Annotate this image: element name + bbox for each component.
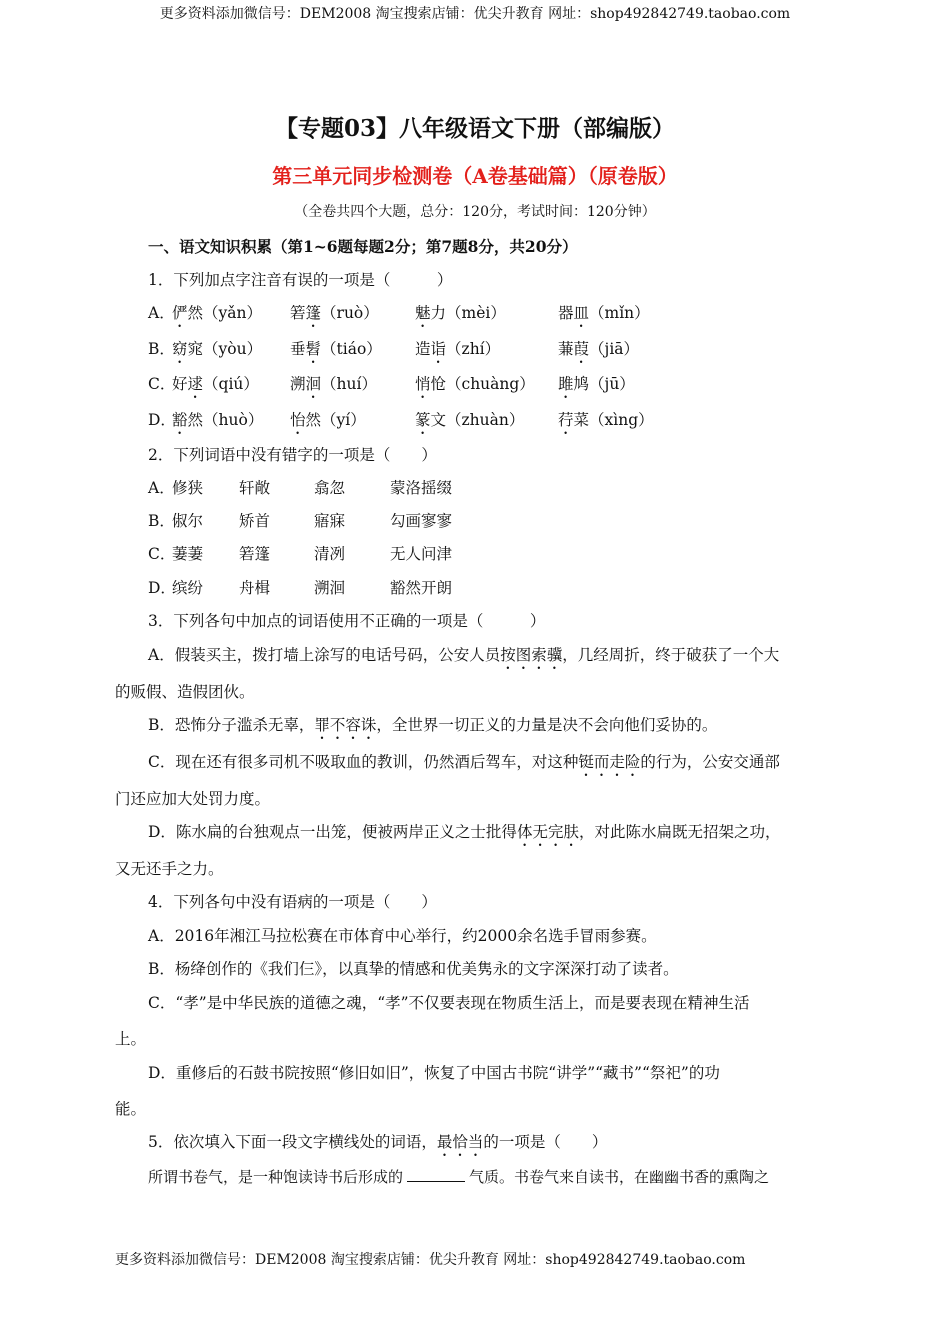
- q2-option-word: 蒙洛摇缀: [390, 479, 453, 497]
- q1-option-item: [415, 337, 500, 367]
- q4-option-c-cont: 上。: [115, 1030, 147, 1048]
- item-text: （ruò）: [321, 304, 379, 322]
- dotted-char: 荇: [558, 411, 574, 429]
- q2-option-word: 修狭: [172, 479, 204, 497]
- dotted-char: 窈: [172, 340, 188, 358]
- item-text: 然（yǎn）: [187, 304, 262, 322]
- q2-option-label: B．: [148, 512, 175, 530]
- q1-option-item: [172, 408, 263, 438]
- item-text: 怆（chuàng）: [430, 375, 535, 393]
- q3-c-dotted-word: 铤而走险: [578, 753, 641, 771]
- dotted-char: 髫: [305, 340, 322, 358]
- dotted-char: 豁: [172, 411, 188, 429]
- q2-option-label: A．: [148, 479, 175, 497]
- q2-option-word: 箬篷: [239, 545, 271, 563]
- q3-d-text-1: D．陈水扁的台独观点一出笼，便被两岸正义之士批得: [148, 823, 517, 841]
- q5-passage-text-2: 气质。书卷气来自读书，在幽幽书香的熏陶之: [469, 1168, 770, 1186]
- item-text: 文（zhuàn）: [430, 411, 525, 429]
- q3-d-text-2: ，对此陈水扁既无招架之功，: [578, 823, 781, 841]
- q4-option-d: D．重修后的石鼓书院按照“修旧如旧”，恢复了中国古书院“讲学”“藏书”“祭祀”的功: [148, 1064, 720, 1082]
- q2-option-word: 豁然开朗: [390, 579, 453, 597]
- item-text: 力（mèi）: [430, 304, 506, 322]
- q3-d-dotted-word: 体无完肤: [516, 823, 579, 841]
- q4-option-a: A．2016年湘江马拉松赛在市体育中心举行，约2000余名选手冒雨参赛。: [148, 927, 657, 945]
- q2-option-label: D．: [148, 579, 176, 597]
- dotted-char: 皿: [573, 304, 590, 322]
- dotted-char: 俨: [172, 304, 188, 322]
- q1-option-item: [290, 408, 366, 438]
- q1-option-label: C．: [148, 375, 176, 393]
- q4-option-c: C．“孝”是中华民族的道德之魂，“孝”不仅要表现在物质生活上，而是要表现在精神生活: [148, 994, 750, 1012]
- section-heading: 一、语文知识积累（第1~6题每题2分；第7题8分，共20分）: [148, 237, 578, 256]
- q5-stem-text-1: 5．依次填入下面一段文字横线处的词语，: [148, 1133, 437, 1151]
- dotted-char: 逑: [187, 375, 204, 393]
- q4-stem: 4．下列各句中没有语病的一项是（ ）: [148, 893, 437, 911]
- item-text: 然（huò）: [187, 411, 264, 429]
- q2-option-word: 无人问津: [390, 545, 453, 563]
- page-header: 更多资料添加微信号：DEM2008 淘宝搜索店铺：优尖升教育 网址：shop492842749.taobao.com: [159, 6, 791, 22]
- q5-passage-text-1: 所谓书卷气，是一种饱读诗书后形成的: [148, 1168, 404, 1186]
- q3-b-text-1: B．恐怖分子滥杀无辜，: [148, 716, 315, 734]
- dotted-char: 魅: [415, 304, 431, 322]
- q1-option-item: [558, 301, 650, 331]
- q3-b-dotted-word: 罪不容诛: [314, 716, 377, 734]
- item-text: （huí）: [321, 375, 377, 393]
- item-text: 窕（yòu）: [187, 340, 263, 358]
- q1-option-item: [290, 372, 377, 402]
- q4-option-b: B．杨绛创作的《我们仨》，以真挚的情感和优美隽永的文字深深打动了读者。: [148, 960, 679, 978]
- q1-option-item: [415, 301, 506, 331]
- q2-option-word: 溯洄: [314, 579, 346, 597]
- q2-option-word: 舟楫: [239, 579, 271, 597]
- q2-option-word: 清冽: [314, 545, 346, 563]
- item-text: （mǐn）: [589, 304, 650, 322]
- dotted-char: 篷: [305, 304, 322, 322]
- q1-option-item: [172, 301, 262, 331]
- q2-stem: 2．下列词语中没有错字的一项是（ ）: [148, 446, 437, 464]
- q2-option-word: 矫首: [239, 512, 271, 530]
- q1-option-label: A．: [148, 304, 175, 322]
- q3-a-dotted-word: 按图索骥: [500, 646, 563, 664]
- item-text: 箬: [290, 304, 306, 322]
- item-text: （zhí）: [446, 340, 501, 358]
- dotted-char: 篆: [415, 411, 431, 429]
- q1-option-item: [558, 337, 639, 367]
- item-text: 垂: [290, 340, 306, 358]
- item-text: 蒹: [558, 340, 574, 358]
- q4-option-d-cont: 能。: [115, 1100, 147, 1118]
- q1-option-item: [290, 301, 379, 331]
- item-text: 鸠（jū）: [573, 375, 635, 393]
- q5-dotted-word: 最恰当: [436, 1133, 484, 1151]
- q5-stem: [148, 1130, 607, 1160]
- q1-option-item: [172, 337, 262, 367]
- page-subtitle: 第三单元同步检测卷（A卷基础篇）（原卷版）: [272, 164, 678, 188]
- fill-blank[interactable]: [407, 1167, 465, 1182]
- dotted-char: 怡: [290, 411, 306, 429]
- page-title: 【专题03】八年级语文下册（部编版）: [274, 115, 675, 142]
- q1-option-item: [558, 372, 635, 402]
- q3-b-text-2: ，全世界一切正义的力量是决不会向他们妥协的。: [376, 716, 718, 734]
- q1-option-item: [290, 337, 382, 367]
- q3-c-text-2: 的行为，公安交通部: [640, 753, 780, 771]
- q1-option-item: [415, 408, 524, 438]
- q2-option-word: 轩敞: [239, 479, 271, 497]
- q5-passage: [148, 1166, 769, 1187]
- q1-option-label: B．: [148, 340, 175, 358]
- q2-option-label: C．: [148, 545, 176, 563]
- q3-stem: 3．下列各句中加点的词语使用不正确的一项是（ ）: [148, 612, 546, 630]
- q1-option-label: D．: [148, 411, 176, 429]
- q3-option-c-cont: 门还应加大处罚力度。: [115, 790, 271, 808]
- q2-option-word: 寤寐: [314, 512, 346, 530]
- q3-option-d-cont: 又无还手之力。: [115, 860, 224, 878]
- dotted-char: 葭: [573, 340, 590, 358]
- q5-stem-text-2: 的一项是（ ）: [483, 1133, 608, 1151]
- q2-option-word: 缤纷: [172, 579, 204, 597]
- item-text: 造: [415, 340, 431, 358]
- item-text: 菜（xìng）: [573, 411, 654, 429]
- item-text: 器: [558, 304, 574, 322]
- exam-note: （全卷共四个大题，总分：120分，考试时间：120分钟）: [294, 204, 656, 220]
- dotted-char: 诣: [430, 340, 447, 358]
- q1-option-item: [415, 372, 535, 402]
- page-footer: 更多资料添加微信号：DEM2008 淘宝搜索店铺：优尖升教育 网址：shop492842749.taobao.com: [115, 1252, 746, 1268]
- dotted-char: 悄: [415, 375, 431, 393]
- dotted-char: 洄: [305, 375, 322, 393]
- q3-option-b: [148, 713, 717, 743]
- q3-option-a-cont: 的贩假、造假团伙。: [115, 683, 255, 701]
- item-text: （jiā）: [589, 340, 640, 358]
- dotted-char: 雎: [558, 375, 574, 393]
- q2-option-word: 勾画寥寥: [390, 512, 453, 530]
- q3-option-d: [148, 820, 780, 850]
- q1-option-item: [172, 372, 259, 402]
- item-text: 好: [172, 375, 188, 393]
- q3-a-text-2: ，几经周折，终于破获了一个大: [562, 646, 780, 664]
- q2-option-word: 翕忽: [314, 479, 346, 497]
- q3-option-c: [148, 750, 780, 780]
- item-text: （tiáo）: [321, 340, 382, 358]
- item-text: 溯: [290, 375, 306, 393]
- item-text: 然（yí）: [305, 411, 366, 429]
- q1-option-item: [558, 408, 654, 438]
- item-text: （qiú）: [203, 375, 259, 393]
- q3-a-text-1: A．假装买主，拨打墙上涂写的电话号码，公安人员: [148, 646, 501, 664]
- q3-c-text-1: C．现在还有很多司机不吸取血的教训，仍然酒后驾车，对这种: [148, 753, 579, 771]
- q3-option-a: [148, 643, 779, 673]
- q1-stem: 1．下列加点字注音有误的一项是（ ）: [148, 271, 453, 289]
- q2-option-word: 萋萋: [172, 545, 204, 563]
- q2-option-word: 俶尔: [172, 512, 204, 530]
